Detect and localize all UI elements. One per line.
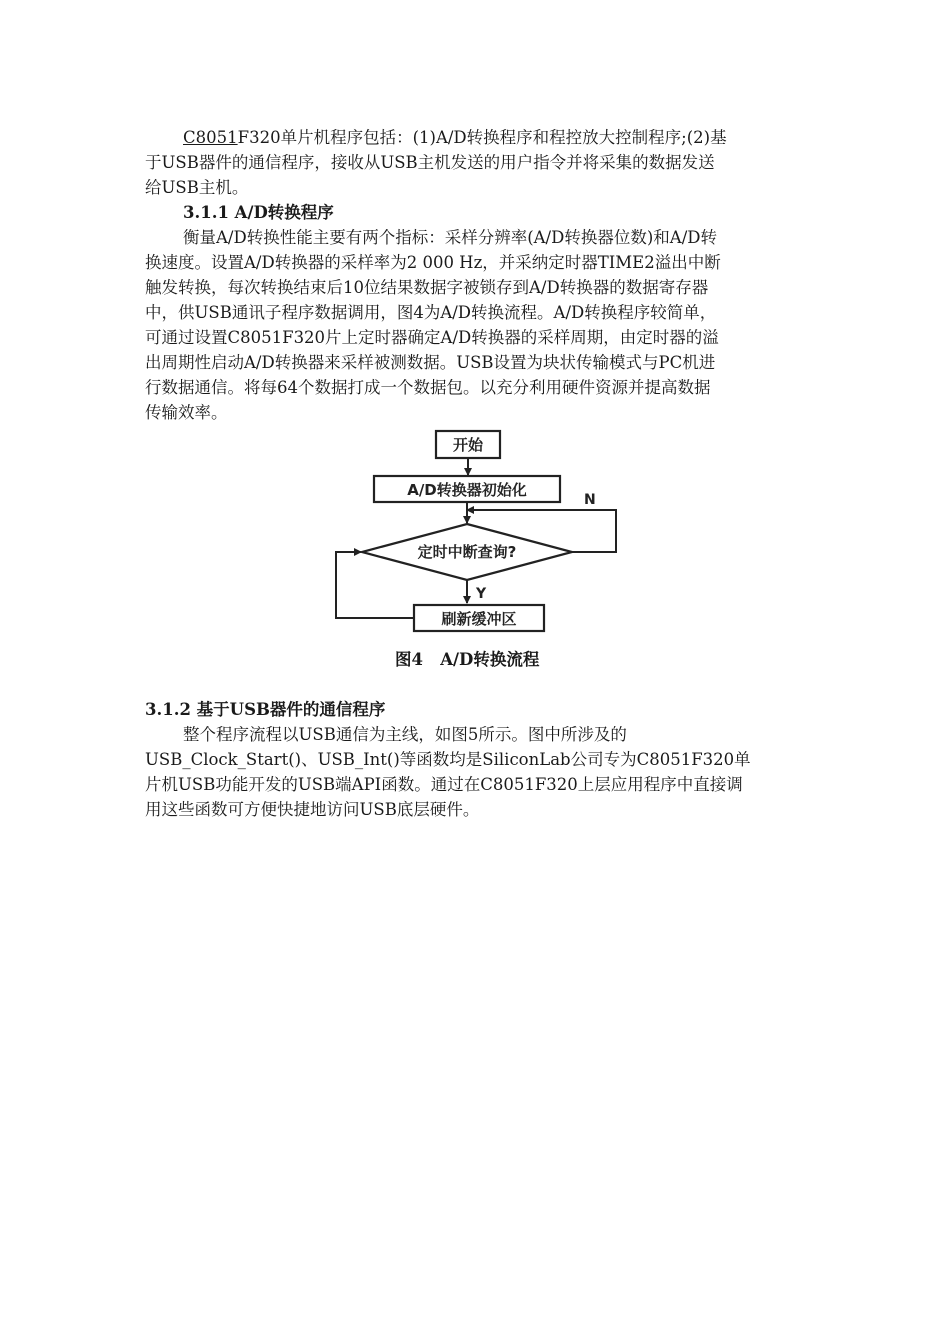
paragraph-ad-conversion <box>145 225 810 425</box>
init-node-label: A/D转换器初始化 <box>407 481 527 499</box>
paragraph-line: 片机USB功能开发的USB端API函数。通过在C8051F320上层应用程序中直接调 <box>145 775 743 794</box>
paragraph-line: 触发转换，每次转换结束后10位结果数据字被锁存到A/D转换器的数据寄存器 <box>145 278 709 297</box>
paragraph-line: 出周期性启动A/D转换器来采样被测数据。USB设置为块状传输模式与PC机进 <box>145 353 716 372</box>
paragraph-line: 行数据通信。将每64个数据打成一个数据包。以充分利用硬件资源并提高数据 <box>145 378 711 397</box>
paragraph-line: USB_Clock_Start()、USB_Int()等函数均是SiliconLab公司专为C8051F320单 <box>145 750 751 769</box>
section-heading-3-1-1: 3.1.1 A/D转换程序 <box>183 203 334 222</box>
paragraph-intro <box>145 125 810 200</box>
decision-node-label: 定时中断查询? <box>417 543 517 561</box>
paragraph-usb-communication <box>145 722 810 822</box>
paragraph-line: 给USB主机。 <box>145 178 249 197</box>
paragraph-line: 用这些函数可方便快捷地访问USB底层硬件。 <box>145 800 480 819</box>
flowchart-figure <box>330 428 620 638</box>
paragraph-line: C8051F320单片机程序包括：(1)A/D转换程序和程控放大控制程序;(2)基 <box>183 128 727 147</box>
refresh-node-label: 刷新缓冲区 <box>441 610 517 628</box>
paragraph-line: 于USB器件的通信程序，接收从USB主机发送的用户指令并将采集的数据发送 <box>145 153 715 172</box>
no-branch-label: N <box>584 492 596 508</box>
figure-caption: 图4 A/D转换流程 <box>395 650 540 669</box>
paragraph-line: 传输效率。 <box>145 403 228 422</box>
paragraph-line: 可通过设置C8051F320片上定时器确定A/D转换器的采样周期，由定时器的溢 <box>145 328 719 347</box>
paragraph-line: 整个程序流程以USB通信为主线，如图5所示。图中所涉及的 <box>183 725 627 744</box>
start-node-label: 开始 <box>452 436 484 454</box>
paragraph-line: 中，供USB通讯子程序数据调用，图4为A/D转换流程。A/D转换程序较简单， <box>145 303 717 322</box>
paragraph-line: 衡量A/D转换性能主要有两个指标：采样分辨率(A/D转换器位数)和A/D转 <box>183 228 717 247</box>
section-heading-3-1-2: 3.1.2 基于USB器件的通信程序 <box>145 700 386 719</box>
paragraph-line: 换速度。设置A/D转换器的采样率为2 000 Hz，并采纳定时器TIME2溢出中断 <box>145 253 721 272</box>
underlined-term: C8051 <box>183 128 238 147</box>
yes-branch-label: Y <box>476 586 487 602</box>
